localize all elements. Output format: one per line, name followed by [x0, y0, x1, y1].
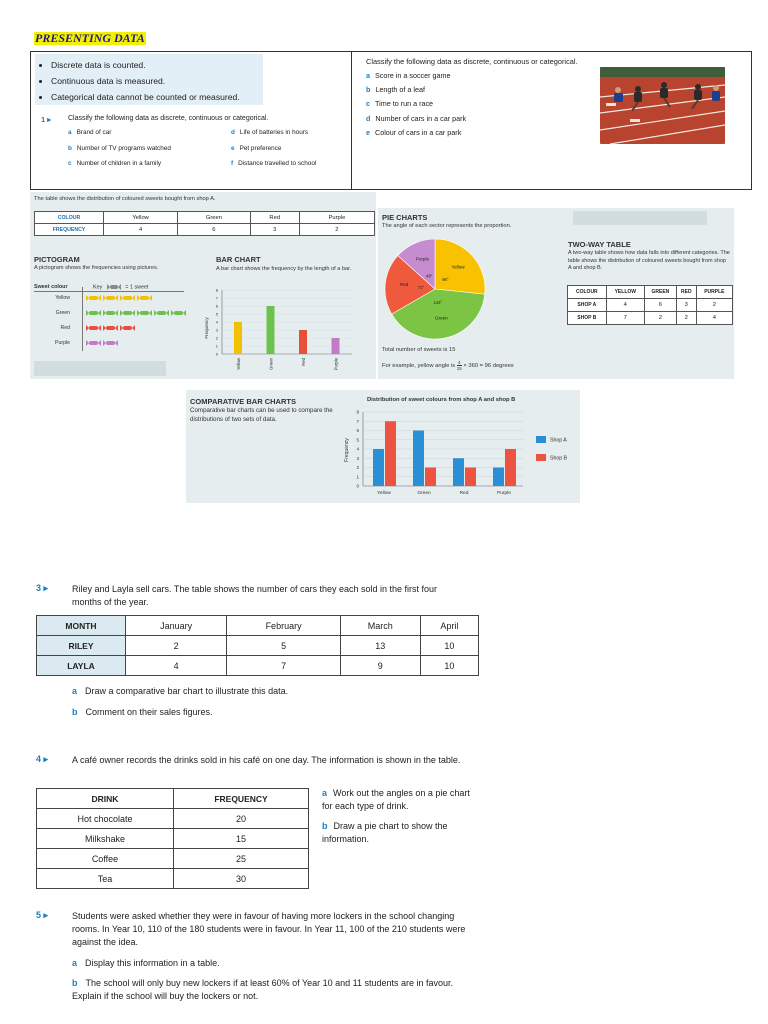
sweet-icon: [171, 310, 186, 316]
table-cell: Purple: [299, 212, 374, 224]
sweet-icon: [120, 295, 135, 301]
tick-label: 0: [215, 351, 218, 357]
table-cell: Red: [250, 212, 299, 224]
table-cell: 2: [644, 312, 676, 325]
two-way-desc: A two-way table shows how data falls into different categories. The table shows the distribution of coloured sweets bought from shop A and shop B.: [568, 250, 730, 272]
bar-chart: [200, 284, 360, 380]
table-cell: 30: [174, 869, 309, 889]
q1-item: f Distance travelled to school: [231, 160, 317, 167]
q1-text: Classify the following data as discrete, continuous or categorical.: [68, 115, 269, 122]
table-header: January: [126, 616, 227, 636]
sweet-icon: [154, 310, 169, 316]
table-cell: 3: [250, 224, 299, 236]
tick-label: 8: [356, 409, 359, 415]
q2-item: c Time to run a race: [366, 99, 434, 108]
table-header: DRINK: [37, 789, 174, 809]
bar-chart-desc: A bar chart shows the frequency by the length of a bar.: [216, 266, 352, 272]
table-cell: Tea: [37, 869, 174, 889]
angle-label: 72°: [417, 285, 425, 291]
table-header: YELLOW: [606, 286, 644, 299]
key-points-box: [35, 54, 263, 105]
q5-part-b: b The school will only buy new lockers if at least 60% of Year 10 and 11 students are in favour. Explain if the school will buy the lockers or not.: [72, 978, 454, 1001]
category-label: Red: [301, 358, 306, 366]
table-cell: LAYLA: [37, 656, 126, 676]
q4-text: A café owner records the drinks sold in his café on one day. The information is shown in the table.: [72, 755, 461, 765]
table-cell: 4: [126, 656, 227, 676]
race-photo: [600, 67, 725, 144]
table-cell: 25: [174, 849, 309, 869]
pie-heading: PIE CHARTS: [382, 213, 428, 222]
table-header: PURPLE: [696, 286, 732, 299]
tick-label: 2: [356, 465, 359, 470]
table-cell: Milkshake: [37, 829, 174, 849]
table-cell: 6: [178, 224, 250, 236]
two-way-heading: TWO-WAY TABLE: [568, 240, 631, 249]
category-label: Purple: [333, 358, 339, 371]
table-cell: 5: [227, 636, 341, 656]
angle-label: 144°: [433, 300, 443, 306]
table-header: COLOUR: [568, 286, 607, 299]
q4-part-b: b Draw a pie chart to show the information.: [322, 821, 448, 844]
table-cell: 2: [696, 299, 732, 312]
slice-label: Yellow: [451, 264, 465, 270]
pictogram-icons: [86, 309, 196, 317]
page-title: PRESENTING DATA: [35, 31, 145, 45]
q3-text: Riley and Layla sell cars. The table shows the number of cars they each sold in the first four months of the year.: [72, 584, 438, 607]
table-cell: SHOP A: [568, 299, 607, 312]
sweet-icon: [103, 325, 118, 331]
table-cell: SHOP B: [568, 312, 607, 325]
colour-header: COLOUR: [35, 212, 104, 224]
tick-label: 5: [356, 437, 359, 443]
pictogram-icons: [86, 294, 196, 302]
sweet-icon: [137, 295, 152, 301]
tick-label: 1: [215, 343, 218, 349]
table-cell: Yellow: [104, 212, 178, 224]
sweet-icon: [103, 340, 118, 346]
pictogram-col-label: Sweet colour: [34, 284, 68, 290]
pictogram-row: [34, 294, 194, 304]
pictogram-heading: PICTOGRAM: [34, 255, 80, 264]
table-header: GREEN: [644, 286, 676, 299]
table-header: FREQUENCY: [174, 789, 309, 809]
sweet-icon: [86, 310, 101, 316]
table-cell: 15: [174, 829, 309, 849]
legend-label: Shop A: [550, 437, 567, 444]
frequency-header: FREQUENCY: [35, 224, 104, 236]
bar: [234, 322, 242, 354]
table-header: April: [420, 616, 478, 636]
comparative-desc: Comparative bar charts can be used to compare the distributions of two sets of data.: [190, 407, 333, 423]
bar: [267, 306, 275, 354]
tick-label: 5: [215, 311, 218, 317]
frame-divider: [351, 51, 352, 189]
category-label: Red: [459, 491, 469, 496]
table-cell: 7: [227, 656, 341, 676]
table-header: March: [340, 616, 420, 636]
q1-item: d Life of batteries in hours: [231, 129, 309, 136]
category-label: Green: [417, 491, 431, 496]
pie-example: For example, yellow angle is $\frac{4}{15}$ × 360 = 96 degrees: [382, 360, 514, 371]
pictogram-row: [34, 309, 194, 319]
sweet-icon: [137, 310, 152, 316]
slice-label: Purple: [415, 256, 430, 262]
y-axis-label: Frequency: [344, 438, 350, 462]
sweet-icon: [103, 310, 118, 316]
table-cell: 10: [420, 656, 478, 676]
q2-text: Classify the following data as discrete, continuous or categorical.: [366, 57, 578, 66]
angle-label: 96°: [442, 277, 449, 283]
sweet-icon: [86, 295, 101, 301]
legend-label: Shop B: [550, 455, 568, 462]
q1-item: e Pet preference: [231, 145, 282, 152]
q3-number: 3 ▸: [36, 583, 49, 593]
table-cell: 7: [606, 312, 644, 325]
bar: [373, 449, 384, 486]
q2-item: a Score in a soccer game: [366, 71, 451, 80]
pictogram-desc: A pictogram shows the frequencies using pictures.: [34, 265, 159, 271]
q2-item: d Number of cars in a car park: [366, 114, 467, 123]
table-cell: 2: [676, 312, 696, 325]
bar: [385, 421, 396, 486]
bar: [332, 338, 340, 354]
category-label: Yellow: [236, 358, 241, 371]
key-point: • Continuous data is measured.: [51, 73, 263, 89]
tick-label: 4: [215, 319, 218, 325]
bar: [425, 468, 436, 487]
table-cell: 9: [340, 656, 420, 676]
tick-label: 7: [356, 418, 359, 424]
bar: [453, 458, 464, 486]
caption-bar: [573, 211, 707, 225]
q1-item: b Number of TV programs watched: [68, 145, 171, 152]
table-cell: 10: [420, 636, 478, 656]
q3-part-a: a Draw a comparative bar chart to illustrate this data.: [72, 686, 289, 696]
pie-total: Total number of sweets is 15: [382, 347, 456, 353]
pictogram-rule: [34, 291, 184, 292]
bar: [299, 330, 307, 354]
sweet-icon: [103, 295, 118, 301]
two-way-table: [567, 285, 733, 325]
pictogram-row: [34, 324, 194, 334]
pictogram-row-label: Red: [60, 325, 70, 331]
tick-label: 6: [356, 428, 359, 433]
q5-text: Students were asked whether they were in favour of having more lockers in the school changing rooms. In Year 10, 110 of the 180 students were in favour. In Year 11, 100 of the 210 students were against the idea.: [72, 911, 466, 947]
table-cell: 2: [299, 224, 374, 236]
q1-number: 1 ▸: [41, 115, 52, 124]
slice-label: Green: [435, 315, 448, 321]
q3-table: [36, 615, 479, 676]
tick-label: 8: [215, 287, 218, 293]
comparative-bar-chart: [338, 406, 578, 502]
tick-label: 4: [356, 446, 359, 452]
sweet-icon: [106, 284, 122, 290]
pictogram-key: Key = 1 sweet: [93, 284, 149, 291]
category-label: Yellow: [377, 491, 391, 496]
bar: [465, 468, 476, 487]
q4-part-a: a Work out the angles on a pie chart for each type of drink.: [322, 788, 470, 811]
category-label: Green: [268, 358, 274, 370]
pictogram-row-label: Purple: [55, 340, 70, 346]
sweet-icon: [120, 325, 135, 331]
q4-number: 4 ▸: [36, 754, 49, 764]
q2-item: e Colour of cars in a car park: [366, 128, 462, 137]
q4-table: [36, 788, 309, 889]
q1-item: a Brand of car: [68, 129, 112, 136]
tick-label: 1: [356, 474, 359, 480]
bar-chart-heading: BAR CHART: [216, 255, 261, 264]
tick-label: 2: [215, 335, 218, 341]
tick-label: 6: [215, 303, 218, 309]
table-cell: Green: [178, 212, 250, 224]
q2-item: b Length of a leaf: [366, 85, 425, 94]
table-cell: 4: [606, 299, 644, 312]
pictogram-icons: [86, 339, 196, 347]
key-point: • Categorical data cannot be counted or measured.: [51, 89, 263, 105]
q5-number: 5 ▸: [36, 910, 49, 920]
key-point: • Discrete data is counted.: [51, 57, 263, 73]
slice-label: Red: [399, 281, 409, 287]
q5-part-a: a Display this information in a table.: [72, 958, 220, 968]
pictogram-row-label: Yellow: [55, 295, 70, 301]
table-header: MONTH: [37, 616, 126, 636]
sweet-icon: [86, 325, 101, 331]
pictogram-rows: [34, 294, 194, 354]
sweet-icon: [120, 310, 135, 316]
pictogram-icons: [86, 324, 196, 332]
table-cell: 4: [104, 224, 178, 236]
y-axis-label: Frequency: [204, 317, 209, 339]
table-cell: 3: [676, 299, 696, 312]
table-cell: 2: [126, 636, 227, 656]
pie-chart: [380, 234, 490, 344]
angle-label: 48°: [426, 273, 433, 279]
sweets-table: [34, 211, 375, 236]
table-header: RED: [676, 286, 696, 299]
tick-label: 3: [215, 327, 218, 333]
sweet-icon: [86, 340, 101, 346]
table-cell: Hot chocolate: [37, 809, 174, 829]
table-cell: 20: [174, 809, 309, 829]
table-cell: 6: [644, 299, 676, 312]
table-cell: Coffee: [37, 849, 174, 869]
legend-swatch: [536, 436, 546, 443]
bar: [493, 468, 504, 487]
tick-label: 0: [356, 483, 359, 489]
table-cell: 4: [696, 312, 732, 325]
legend-swatch: [536, 454, 546, 461]
q3-part-b: b Comment on their sales figures.: [72, 707, 213, 717]
q1-item: c Number of children in a family: [68, 160, 162, 167]
comparative-heading: COMPARATIVE BAR CHARTS: [190, 397, 296, 406]
pictogram-row-label: Green: [55, 310, 70, 316]
pictogram-row: [34, 339, 194, 349]
bar: [505, 449, 516, 486]
table-cell: RILEY: [37, 636, 126, 656]
tick-label: 3: [356, 455, 359, 461]
bar: [413, 431, 424, 487]
category-label: Purple: [497, 491, 511, 496]
pie-desc: The angle of each sector represents the proportion.: [382, 223, 512, 229]
comparative-chart-title: Distribution of sweet colours from shop A and shop B: [367, 397, 516, 403]
table-cell: 13: [340, 636, 420, 656]
sweets-intro: The table shows the distribution of coloured sweets bought from shop A.: [34, 196, 216, 202]
tick-label: 7: [215, 295, 218, 301]
table-header: February: [227, 616, 341, 636]
caption-bar: [34, 361, 166, 376]
